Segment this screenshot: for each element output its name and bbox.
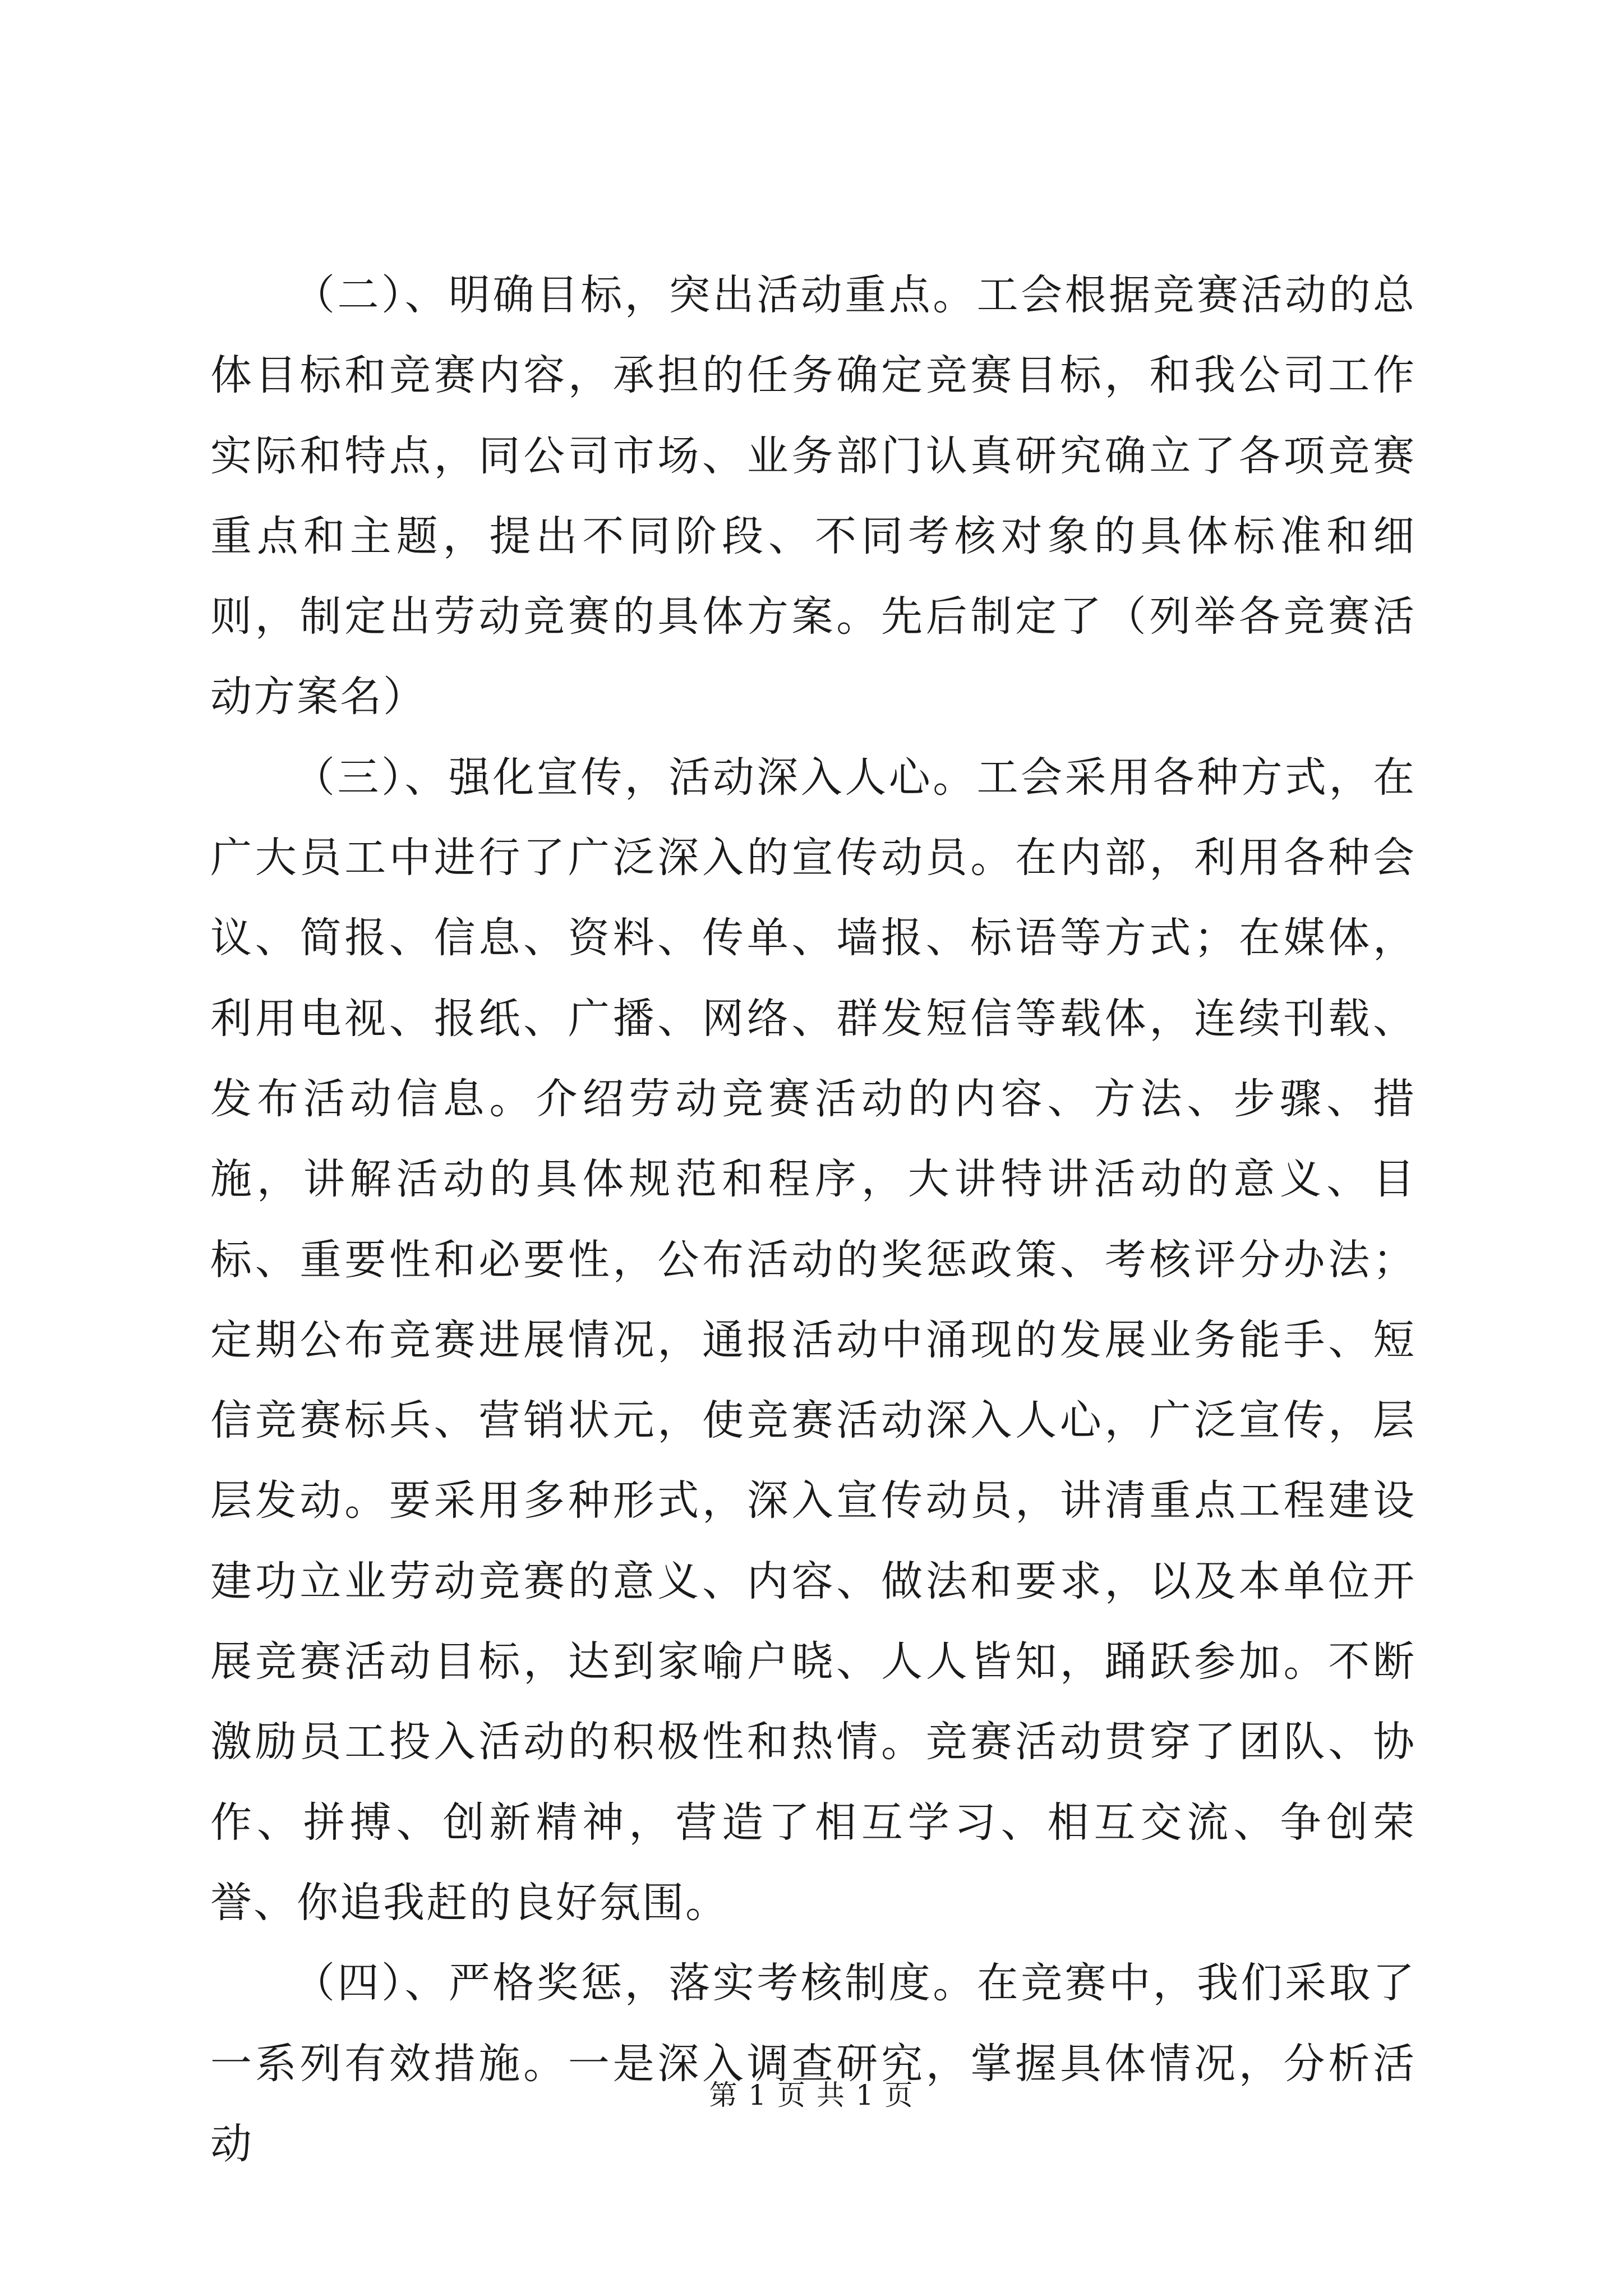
page-footer: 第 1 页 共 1 页 [709,2079,914,2111]
paragraph-3: （三）、强化宣传，活动深入人心。工会采用各种方式，在广大员工中进行了广泛深入的宣传动员。在内部，利用各种会议、简报、信息、资料、传单、墙报、标语等方式；在媒体，利用电视、报纸、广播、网络、群发短信等载体，连续刊载、发布活动信息。介绍劳动竞赛活动的内容、方法、步骤、措施，讲解活动的具体规范和程序，大讲特讲活动的意义、目标、重要性和必要性，公布活动的奖惩政策、考核评分办法；定期公布竞赛进展情况，通报活动中涌现的发展业务能手、短信竞赛标兵、营销状元，使竞赛活动深入人心，广泛宣传，层层发动。要采用多种形式，深入宣传动员，讲清重点工程建设建功立业劳动竞赛的意义、内容、做法和要求，以及本单位开展竞赛活动目标，达到家喻户晓、人人皆知，踊跃参加。不断激励员工投入活动的积极性和热情。竞赛活动贯穿了团队、协作、拼搏、创新精神，营造了相互学习、相互交流、争创荣誉、你追我赶的良好氛围。 [210,753,1416,1927]
paragraph-2: （二）、明确目标，突出活动重点。工会根据竞赛活动的总体目标和竞赛内容，承担的任务确定竞赛目标，和我公司工作实际和特点，同公司市场、业务部门认真研究确立了各项竞赛重点和主题，提出不同阶段、不同考核对象的具体标准和细则，制定出劳动竞赛的具体方案。先后制定了（列举各竞赛活动方案名） [210,271,1416,721]
document-body [210,255,1416,2184]
paragraph-4: （四）、严格奖惩，落实考核制度。在竞赛中，我们采取了一系列有效措施。一是深入调查研究，掌握具体情况，分析活动 [210,1959,1416,2168]
